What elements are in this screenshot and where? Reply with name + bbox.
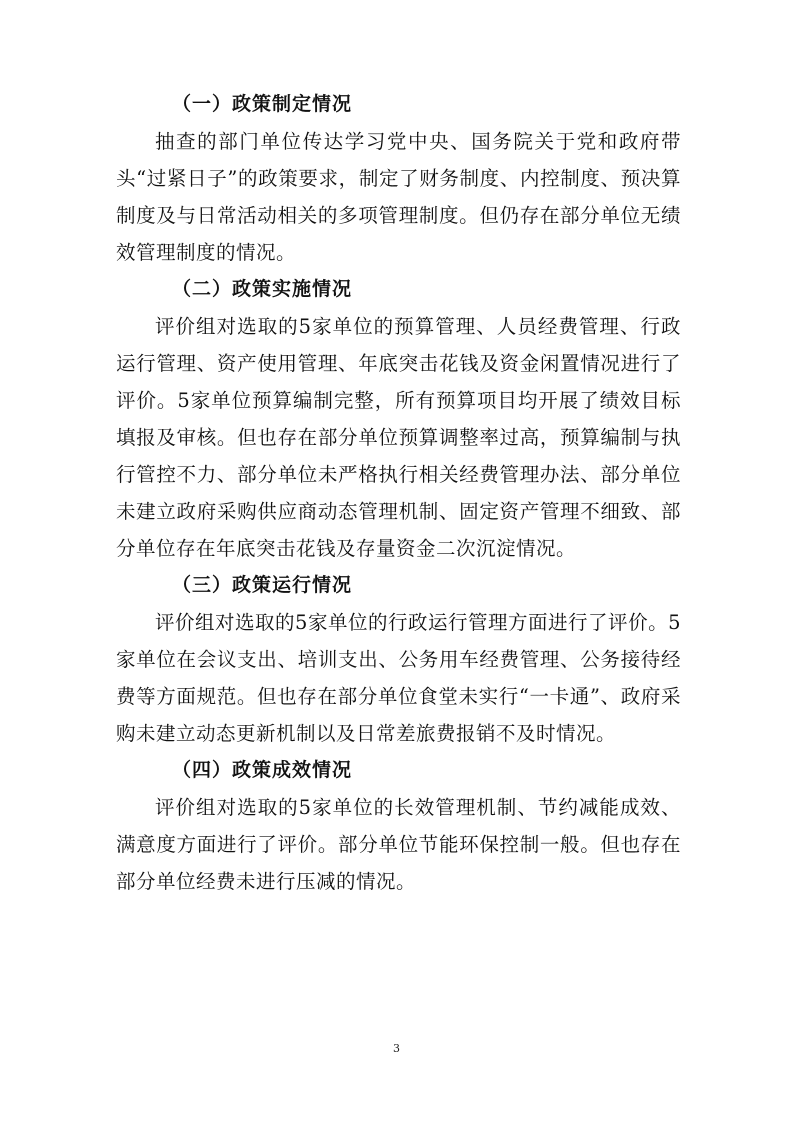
section-policy-effectiveness	[116, 752, 681, 900]
section-heading: （二）政策实施情况	[172, 278, 353, 300]
page-number: 3	[393, 1042, 400, 1055]
section-paragraph: 抽查的部门单位传达学习党中央、国务院关于党和政府带头“过紧日子”的政策要求，制定了财务制度、内控制度、预决算制度及与日常活动相关的多项管理制度。但仍存在部分单位无绩效管理制度的情况。	[116, 130, 681, 264]
section-heading: （一）政策制定情况	[172, 93, 353, 115]
section-paragraph: 评价组对选取的5家单位的预算管理、人员经费管理、行政运行管理、资产使用管理、年底突击花钱及资金闲置情况进行了评价。5家单位预算编制完整，所有预算项目均开展了绩效目标填报及审核。但也存在部分单位预算调整率过高，预算编制与执行管控不力、部分单位未严格执行相关经费管理办法、部分单位未建立政府采购供应商动态管理机制、固定资产管理不细致、部分单位存在年底突击花钱及存量资金二次沉淀情况。	[116, 315, 681, 560]
section-paragraph: 评价组对选取的5家单位的长效管理机制、节约减能成效、满意度方面进行了评价。部分单位节能环保控制一般。但也存在部分单位经费未进行压减的情况。	[116, 796, 681, 893]
page-content	[116, 86, 681, 900]
section-heading: （四）政策成效情况	[172, 759, 353, 781]
section-paragraph: 评价组对选取的5家单位的行政运行管理方面进行了评价。5家单位在会议支出、培训支出、公务用车经费管理、公务接待经费等方面规范。但也存在部分单位食堂未实行“一卡通”、政府采购未建立动态更新机制以及日常差旅费报销不及时情况。	[116, 611, 681, 745]
section-policy-operation	[116, 567, 681, 752]
section-policy-formulation	[116, 86, 681, 271]
section-heading: （三）政策运行情况	[172, 574, 353, 596]
section-policy-implementation	[116, 271, 681, 567]
